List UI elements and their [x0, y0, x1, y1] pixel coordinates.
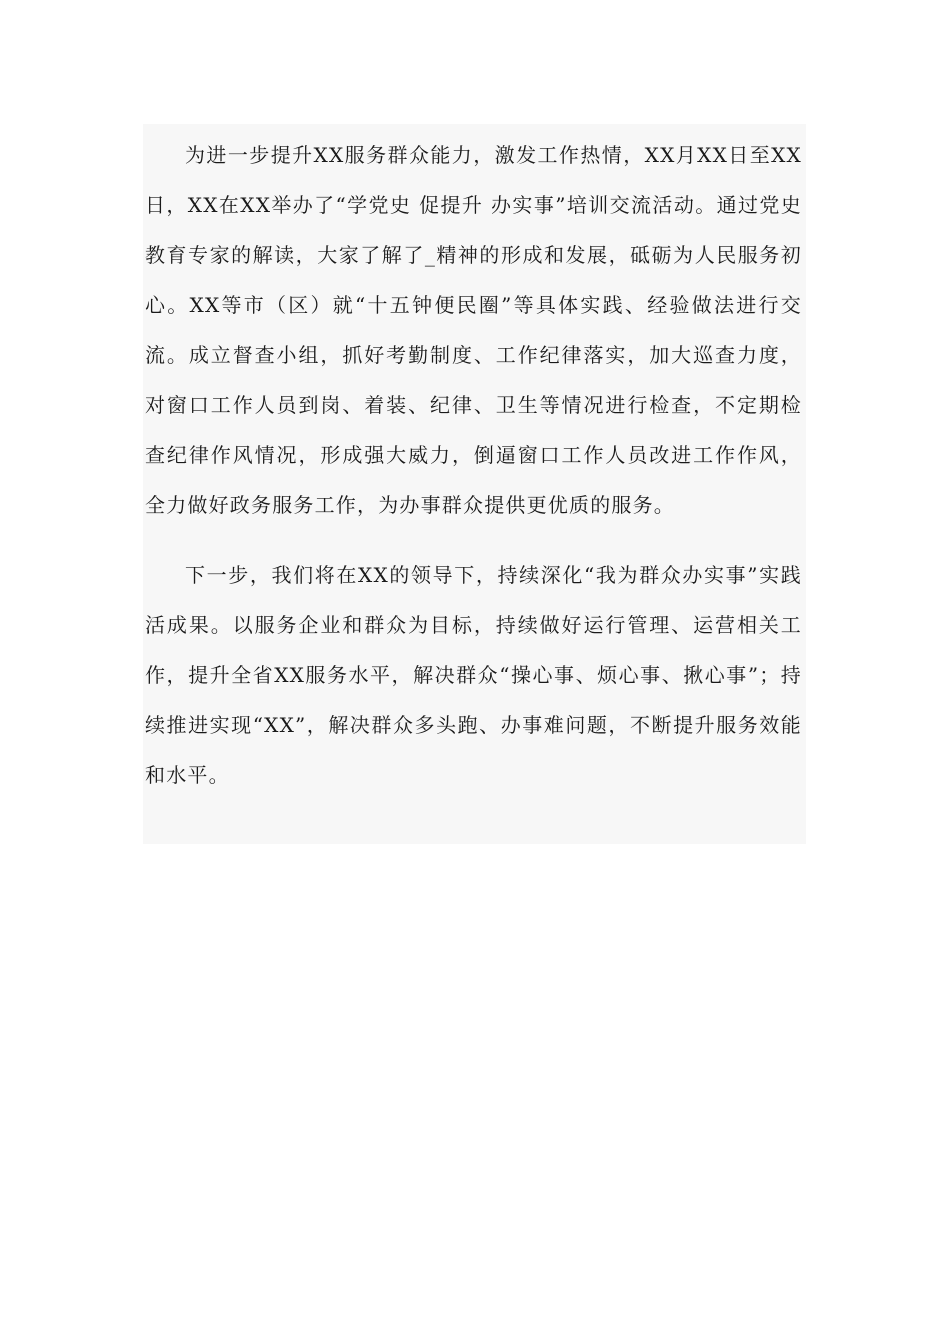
document-text-block: [143, 124, 806, 844]
paragraph-2: 下一步，我们将在XX的领导下，持续深化“我为群众办实事”实践活成果。以服务企业和群众为目标，持续做好运行管理、运营相关工作，提升全省XX服务水平，解决群众“操心事、烦心事、揪心事”；持续推进实现“XX”，解决群众多头跑、办事难问题，不断提升服务效能和水平。: [145, 563, 802, 787]
paragraph-1: 为进一步提升XX服务群众能力，激发工作热情，XX月XX日至XX日，XX在XX举办了“学党史 促提升 办实事”培训交流活动。通过党史教育专家的解读，大家了解了_精神的形成和发展，砥砺为人民服务初心。XX等市（区）就“十五钟便民圈”等具体实践、经验做法进行交流。成立督查小组，抓好考勤制度、工作纪律落实，加大巡查力度，对窗口工作人员到岗、着装、纪律、卫生等情况进行检查，不定期检查纪律作风情况，形成强大威力，倒逼窗口工作人员改进工作作风，全力做好政务服务工作，为办事群众提供更优质的服务。: [145, 143, 802, 517]
